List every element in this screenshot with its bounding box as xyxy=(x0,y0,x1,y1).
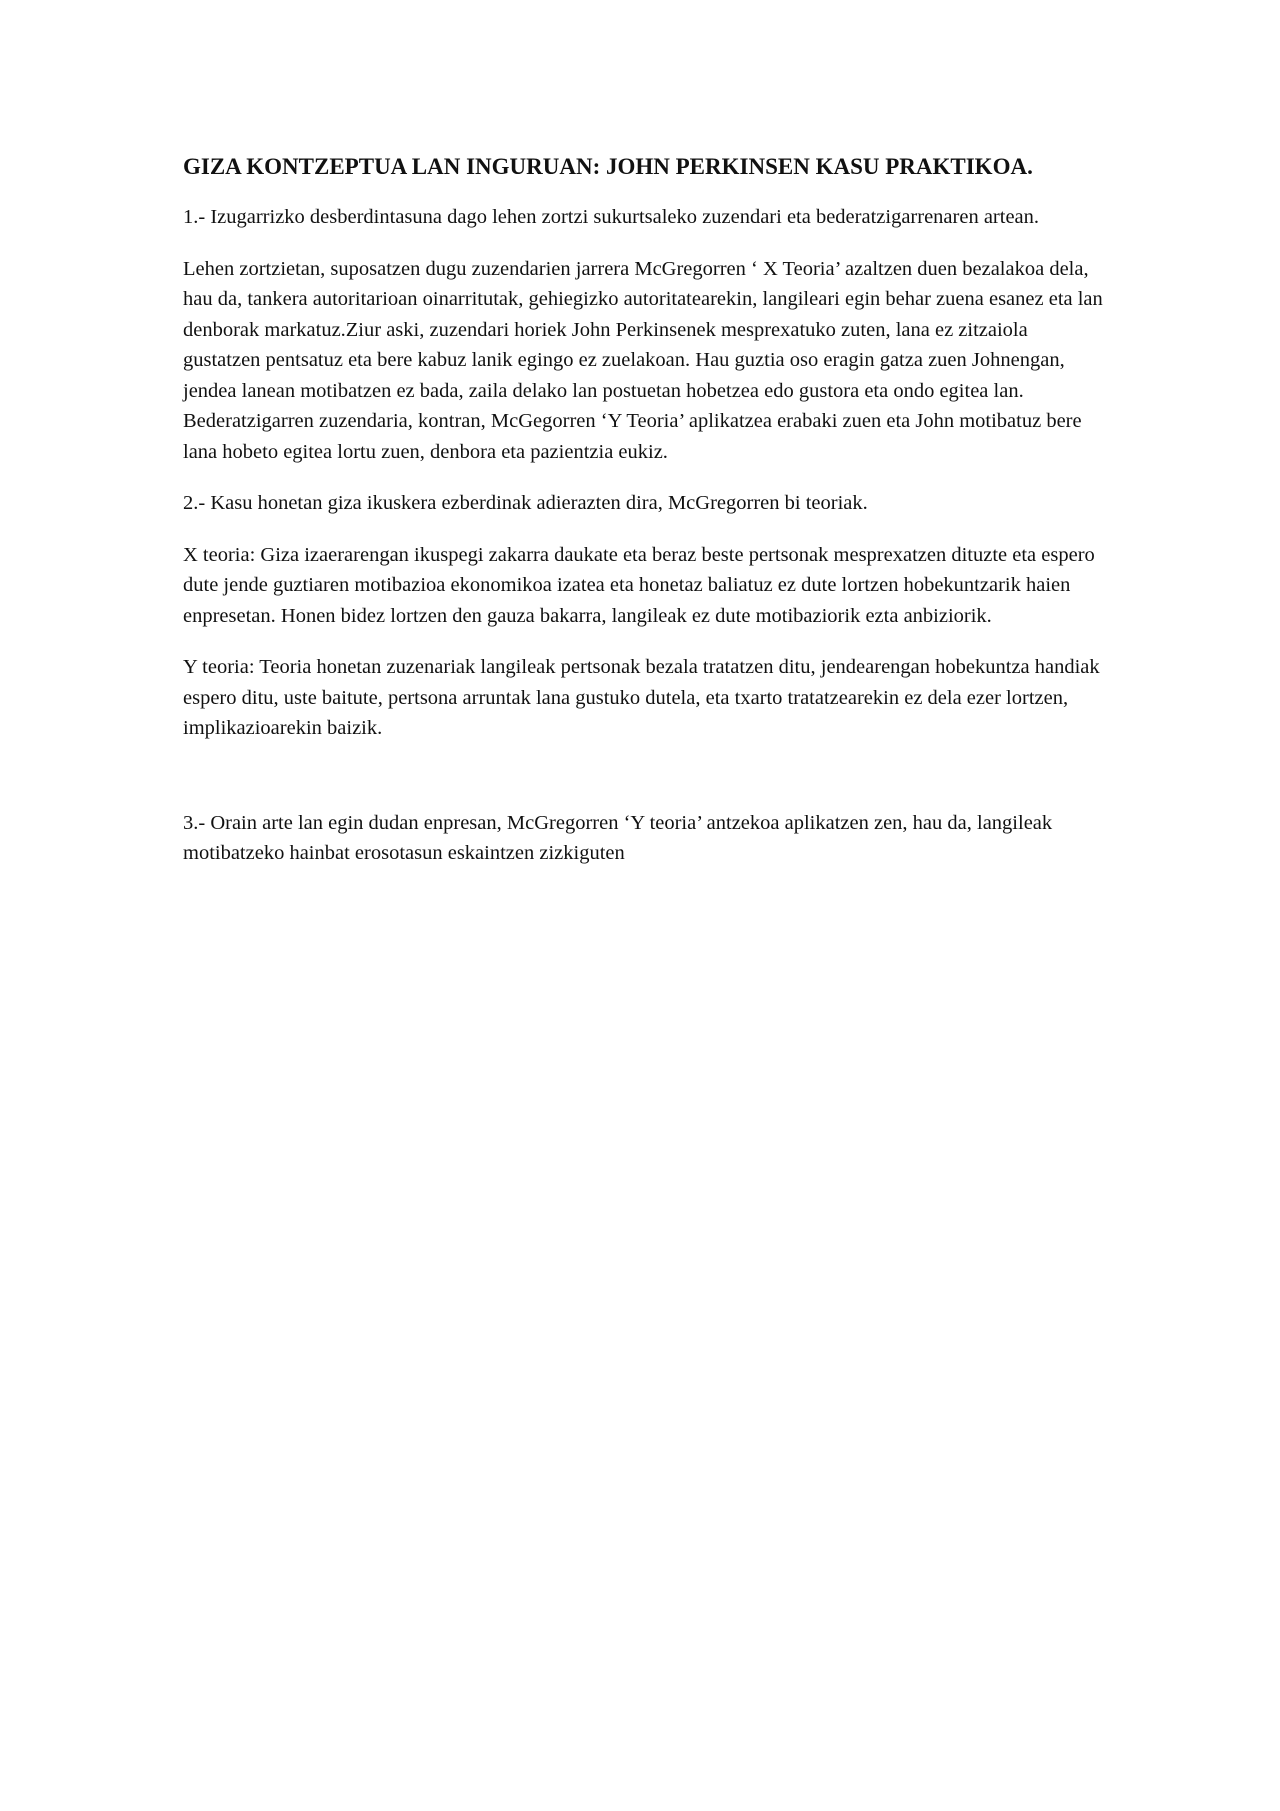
document-title: GIZA KONTZEPTUA LAN INGURUAN: JOHN PERKINSEN KASU PRAKTIKOA. xyxy=(183,154,1033,179)
document-body xyxy=(183,150,1103,890)
paragraph-answer-1: Lehen zortzietan, suposatzen dugu zuzendarien jarrera McGregorren ‘ X Teoria’ azaltzen duen bezalakoa dela, hau da, tankera autoritarioan oinarritutak, gehiegizko autoritatearekin, langileari egin behar zuena esanez eta lan denborak markatuz.Ziur aski, zuzendari horiek John Perkinsenek mesprexatuko zuten, lana ez zitzaiola gustatzen pentsatuz eta bere kabuz lanik egingo ez zuelakoan. Hau guztia oso eragin gatza zuen Johnengan, jendea lanean motibatzen ez bada, zaila delako lan postuetan hobetzea edo gustora eta ondo egitea lan. Bederatzigarren zuzendaria, kontran, McGegorren ‘Y Teoria’ aplikatzea erabaki zuen eta John motibatuz bere lana hobeto egitea lortu zuen, denbora eta pazientzia eukiz. xyxy=(183,257,1103,463)
blank-line xyxy=(183,765,1103,808)
paragraph-question-3: 3.- Orain arte lan egin dudan enpresan, McGregorren ‘Y teoria’ antzekoa aplikatzen zen, hau da, langileak motibatzeko hainbat erosotasun eskaintzen zizkiguten xyxy=(183,811,1053,864)
paragraph-y-theory: Y teoria: Teoria honetan zuzenariak langileak pertsonak bezala tratatzen ditu, jendearengan hobekuntza handiak espero ditu, uste baitute, pertsona arruntak lana gustuko dutela, eta txarto tratatzearekin ez dela ezer lortzen, implikazioarekin baizik. xyxy=(183,656,1100,739)
paragraph-x-theory: X teoria: Giza izaerarengan ikuspegi zakarra daukate eta beraz beste pertsonak mesprexatzen dituzte eta espero dute jende guztiaren motibazioa ekonomikoa izatea eta honetaz baliatuz ez dute lortzen hobekuntzarik haien enpresetan. Honen bidez lortzen den gauza bakarra, langileak ez dute motibaziorik ezta anbiziorik. xyxy=(183,543,1095,627)
paragraph-question-1: 1.- Izugarrizko desberdintasuna dago lehen zortzi sukurtsaleko zuzendari eta bederatzigarrenaren artean. xyxy=(183,206,1040,228)
paragraph-question-2: 2.- Kasu honetan giza ikuskera ezberdinak adierazten dira, McGregorren bi teoriak. xyxy=(183,492,868,514)
